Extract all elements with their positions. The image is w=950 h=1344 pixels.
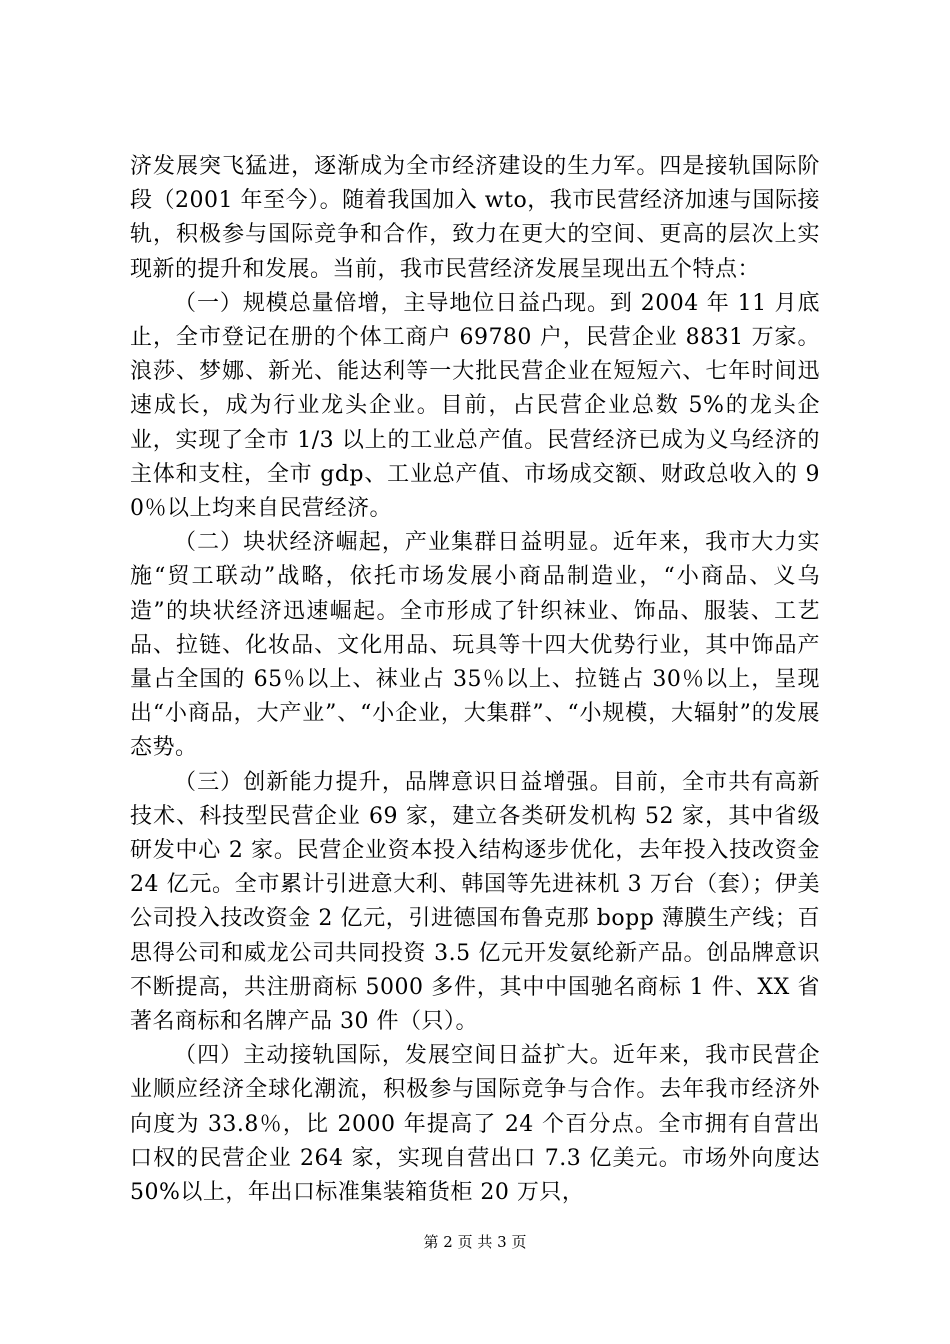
paragraph: （三）创新能力提升，品牌意识日益增强。目前，全市共有高新技术、科技型民营企业 69 家，建立各类研发机构 52 家，其中省级研发中心 2 家。民营企业资本投入结构逐步优化，去年投入技改资金 24 亿元。全市累计引进意大利、韩国等先进袜机 3 万台（套）；伊美公司投入技改资金 2 亿元，引进德国布鲁克那 bopp 薄膜生产线；百思得公司和威龙公司共同投资 3.5 亿元开发氨纶新产品。创品牌意识不断提高，共注册商标 5000 多件，其中中国驰名商标 1 件、XX 省著名商标和名牌产品 30 件（只）。 bbox=[130, 769, 820, 1035]
paragraph: （二）块状经济崛起，产业集群日益明显。近年来，我市大力实施“贸工联动”战略，依托市场发展小商品制造业，“小商品、义乌造”的块状经济迅速崛起。全市形成了针织袜业、饰品、服装、工艺品、拉链、化妆品、文化用品、玩具等十四大优势行业，其中饰品产量占全国的 65％以上、袜业占 35％以上、拉链占 30％以上，呈现出“小商品，大产业”、“小企业，大集群”、“小规模，大辐射”的发展态势。 bbox=[130, 530, 820, 761]
paragraph: （四）主动接轨国际，发展空间日益扩大。近年来，我市民营企业顺应经济全球化潮流，积极参与国际竞争与合作。去年我市经济外向度为 33.8％，比 2000 年提高了 24 个百分点。全市拥有自营出口权的民营企业 264 家，实现自营出口 7.3 亿美元。市场外向度达 50%以上，年出口标准集装箱货柜 20 万只， bbox=[130, 1043, 820, 1206]
paragraph: 济发展突飞猛进，逐渐成为全市经济建设的生力军。四是接轨国际阶段（2001 年至今）。随着我国加入 wto，我市民营经济加速与国际接轨，积极参与国际竞争和合作，致力在更大的空间、更高的层次上实现新的提升和发展。当前，我市民营经济发展呈现出五个特点： bbox=[130, 154, 820, 282]
document-body bbox=[130, 150, 820, 1210]
paragraph: （一）规模总量倍增，主导地位日益凸现。到 2004 年 11 月底止，全市登记在册的个体工商户 69780 户，民营企业 8831 万家。浪莎、梦娜、新光、能达利等一大批民营企业在短短六、七年时间迅速成长，成为行业龙头企业。目前，占民营企业总数 5%的龙头企业，实现了全市 1/3 以上的工业总产值。民营经济已成为义乌经济的主体和支柱，全市 gdp、工业总产值、市场成交额、财政总收入的 90％以上均来自民营经济。 bbox=[130, 290, 820, 522]
page-footer: 第 2 页 共 3 页 bbox=[423, 1233, 527, 1251]
